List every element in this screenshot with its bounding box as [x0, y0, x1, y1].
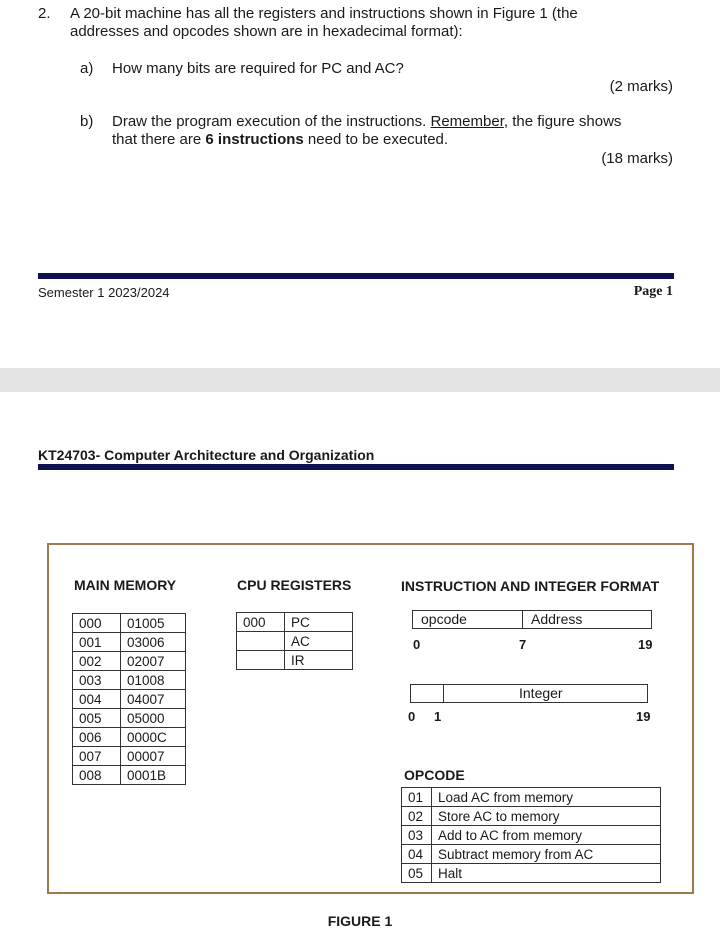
page-header-title: KT24703- Computer Architecture and Organization [38, 447, 375, 463]
memory-address-cell: 002 [73, 652, 121, 671]
main-memory-table [72, 613, 186, 785]
register-value-cell: 000 [237, 613, 285, 632]
instr-bit-start: 0 [413, 637, 421, 652]
opcode-code-cell: 03 [402, 826, 432, 845]
memory-address-cell: 007 [73, 747, 121, 766]
opcode-desc-cell: Load AC from memory [432, 788, 661, 807]
register-value-cell [237, 632, 285, 651]
memory-row [73, 709, 186, 728]
part-b-label: b) [80, 113, 94, 130]
main-memory-heading: MAIN MEMORY [74, 577, 177, 593]
cpu-registers-heading: CPU REGISTERS [237, 577, 352, 593]
address-field-label: Address [531, 611, 583, 627]
part-b-line2-pre: that there are [112, 131, 206, 148]
opcode-code-cell: 04 [402, 845, 432, 864]
memory-value-cell: 04007 [121, 690, 186, 709]
opcode-row [402, 826, 661, 845]
footer-semester: Semester 1 2023/2024 [38, 285, 170, 300]
instr-bit-mid: 7 [519, 637, 527, 652]
memory-address-cell: 000 [73, 614, 121, 633]
register-name-cell: PC [285, 613, 353, 632]
format-heading: INSTRUCTION AND INTEGER FORMAT [401, 578, 660, 594]
part-b-line2-post: need to be executed. [303, 131, 449, 148]
opcode-code-cell: 02 [402, 807, 432, 826]
int-bit-mid: 1 [434, 709, 442, 724]
sign-divider [443, 684, 444, 703]
integer-field-label: Integer [519, 685, 563, 701]
memory-row [73, 671, 186, 690]
memory-value-cell: 02007 [121, 652, 186, 671]
memory-address-cell: 005 [73, 709, 121, 728]
memory-address-cell: 004 [73, 690, 121, 709]
memory-row [73, 614, 186, 633]
part-b-text-line2 [112, 131, 448, 149]
register-row [237, 613, 353, 632]
page-separator [0, 368, 720, 392]
part-b-line2-bold: 6 instructions [205, 131, 304, 148]
opcode-desc-cell: Add to AC from memory [432, 826, 661, 845]
part-b-marks: (18 marks) [601, 150, 673, 167]
memory-row [73, 747, 186, 766]
memory-value-cell: 05000 [121, 709, 186, 728]
memory-value-cell: 0000C [121, 728, 186, 747]
memory-value-cell: 01005 [121, 614, 186, 633]
opcode-table [401, 787, 661, 883]
memory-address-cell: 008 [73, 766, 121, 785]
figure-caption: FIGURE 1 [327, 913, 393, 929]
opcode-row [402, 807, 661, 826]
instr-bit-end: 19 [638, 637, 653, 652]
memory-row [73, 728, 186, 747]
cpu-registers-table [236, 612, 353, 670]
memory-value-cell: 03006 [121, 633, 186, 652]
memory-value-cell: 01008 [121, 671, 186, 690]
footer-rule [38, 273, 674, 279]
memory-address-cell: 006 [73, 728, 121, 747]
opcode-row [402, 845, 661, 864]
opcode-code-cell: 05 [402, 864, 432, 883]
memory-value-cell: 00007 [121, 747, 186, 766]
opcode-code-cell: 01 [402, 788, 432, 807]
part-b-text-underlined: Remember [430, 113, 504, 130]
footer-page: Page 1 [633, 284, 673, 299]
question-text-line1: A 20-bit machine has all the registers and instructions shown in Figure 1 (the [70, 5, 578, 22]
integer-format-box [410, 684, 648, 703]
register-value-cell [237, 651, 285, 670]
register-name-cell: AC [285, 632, 353, 651]
int-bit-end: 19 [636, 709, 651, 724]
memory-row [73, 690, 186, 709]
part-a-label: a) [80, 60, 94, 77]
register-name-cell: IR [285, 651, 353, 670]
memory-value-cell: 0001B [121, 766, 186, 785]
opcode-field-label: opcode [421, 611, 467, 627]
opcode-heading: OPCODE [404, 767, 465, 783]
int-bit-start: 0 [408, 709, 416, 724]
register-row [237, 651, 353, 670]
instruction-format-box [412, 610, 652, 629]
opcode-row [402, 864, 661, 883]
opcode-desc-cell: Subtract memory from AC [432, 845, 661, 864]
memory-row [73, 652, 186, 671]
memory-address-cell: 001 [73, 633, 121, 652]
part-b-text-post: , the figure shows [503, 113, 622, 130]
memory-row [73, 766, 186, 785]
format-divider [522, 610, 523, 629]
question-text-line2: addresses and opcodes shown are in hexadecimal format): [70, 23, 463, 40]
question-number: 2. [38, 5, 51, 22]
opcode-desc-cell: Halt [432, 864, 661, 883]
opcode-desc-cell: Store AC to memory [432, 807, 661, 826]
part-b-text-pre: Draw the program execution of the instructions. [112, 113, 427, 130]
part-a-marks: (2 marks) [609, 78, 673, 95]
part-b-text-line1 [112, 113, 621, 131]
part-a-text: How many bits are required for PC and AC? [112, 60, 404, 77]
memory-row [73, 633, 186, 652]
opcode-row [402, 788, 661, 807]
register-row [237, 632, 353, 651]
header-rule [38, 464, 674, 470]
memory-address-cell: 003 [73, 671, 121, 690]
